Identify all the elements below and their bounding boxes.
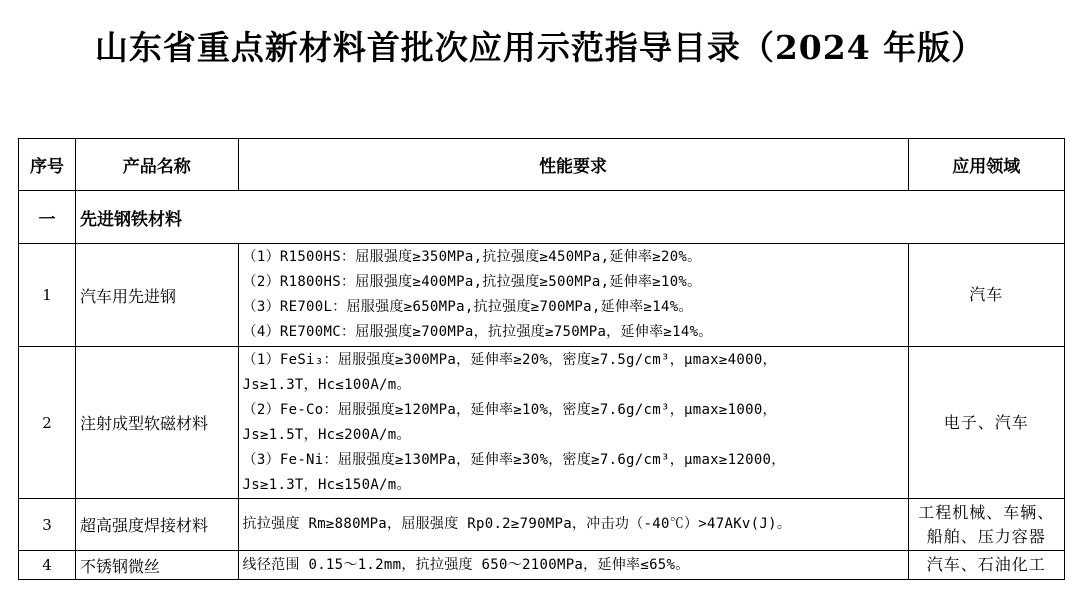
header-perf: 性能要求 (238, 139, 908, 191)
application-line: 汽车、石油化工 (926, 555, 1046, 574)
performance-cell (238, 244, 908, 347)
category-no: 一 (19, 191, 76, 244)
category-row (19, 191, 1065, 244)
application-line: 汽车 (969, 285, 1004, 304)
performance-cell (238, 551, 908, 580)
product-name: 注射成型软磁材料 (75, 347, 238, 499)
product-name: 超高强度焊接材料 (75, 499, 238, 551)
performance-line: （4）RE700MC：屈服强度≥700MPa，抗拉强度≥750MPa，延伸率≥14%。 (242, 324, 713, 340)
application-cell (908, 499, 1064, 551)
table-row (19, 244, 1065, 347)
product-name: 不锈钢微丝 (75, 551, 238, 580)
application-line: 电子、汽车 (943, 412, 1029, 432)
table-header-row (19, 139, 1065, 191)
performance-line: （3）Fe-Ni：屈服强度≥130MPa，延伸率≥30%，密度≥7.6g/cm³，μmax≥12000， (242, 451, 786, 468)
performance-cell (238, 347, 908, 499)
table-row (19, 347, 1065, 499)
performance-line: （1）R1500HS：屈服强度≥350MPa,抗拉强度≥450MPa,延伸率≥20%。 (242, 249, 702, 265)
header-no: 序号 (19, 139, 76, 191)
performance-line: Js≥1.5T，Hc≤200A/m。 (242, 426, 411, 443)
category-name: 先进钢铁材料 (75, 191, 1064, 244)
header-name: 产品名称 (75, 139, 238, 191)
performance-line: （1）FeSi₃：屈服强度≥300MPa，延伸率≥20%，密度≥7.5g/cm³，μmax≥4000， (242, 351, 777, 368)
header-app: 应用领域 (908, 139, 1064, 191)
application-cell (908, 551, 1064, 580)
performance-line: （2）Fe-Co：屈服强度≥120MPa，延伸率≥10%，密度≥7.6g/cm³，μmax≥1000， (242, 401, 777, 418)
document-title: 山东省重点新材料首批次应用示范指导目录（2024 年版） (94, 28, 986, 67)
application-cell (908, 347, 1064, 499)
row-no: 2 (19, 347, 76, 499)
performance-line: 抗拉强度 Rm≥880MPa，屈服强度 Rp0.2≥790MPa，冲击功（-40℃）>47AKv(J)。 (242, 516, 792, 532)
row-no: 4 (19, 551, 76, 580)
application-cell (908, 244, 1064, 347)
performance-line: （3）RE700L：屈服强度≥650MPa,抗拉强度≥700MPa,延伸率≥14%。 (242, 299, 693, 315)
performance-line: Js≥1.3T，Hc≤100A/m。 (242, 376, 411, 393)
performance-line: Js≥1.3T，Hc≤150A/m。 (242, 476, 411, 493)
performance-line: 线径范围 0.15～1.2mm，抗拉强度 650～2100MPa，延伸率≤65%。 (242, 556, 690, 573)
product-name: 汽车用先进钢 (75, 244, 238, 347)
application-line: 工程机械、车辆、 (918, 502, 1055, 522)
row-no: 1 (19, 244, 76, 347)
table-row (19, 551, 1065, 580)
catalog-table (18, 138, 1065, 580)
performance-line: （2）R1800HS：屈服强度≥400MPa,抗拉强度≥500MPa,延伸率≥10%。 (242, 274, 702, 290)
application-line: 船舶、压力容器 (926, 526, 1046, 546)
table-row (19, 499, 1065, 551)
row-no: 3 (19, 499, 76, 551)
performance-cell (238, 499, 908, 551)
